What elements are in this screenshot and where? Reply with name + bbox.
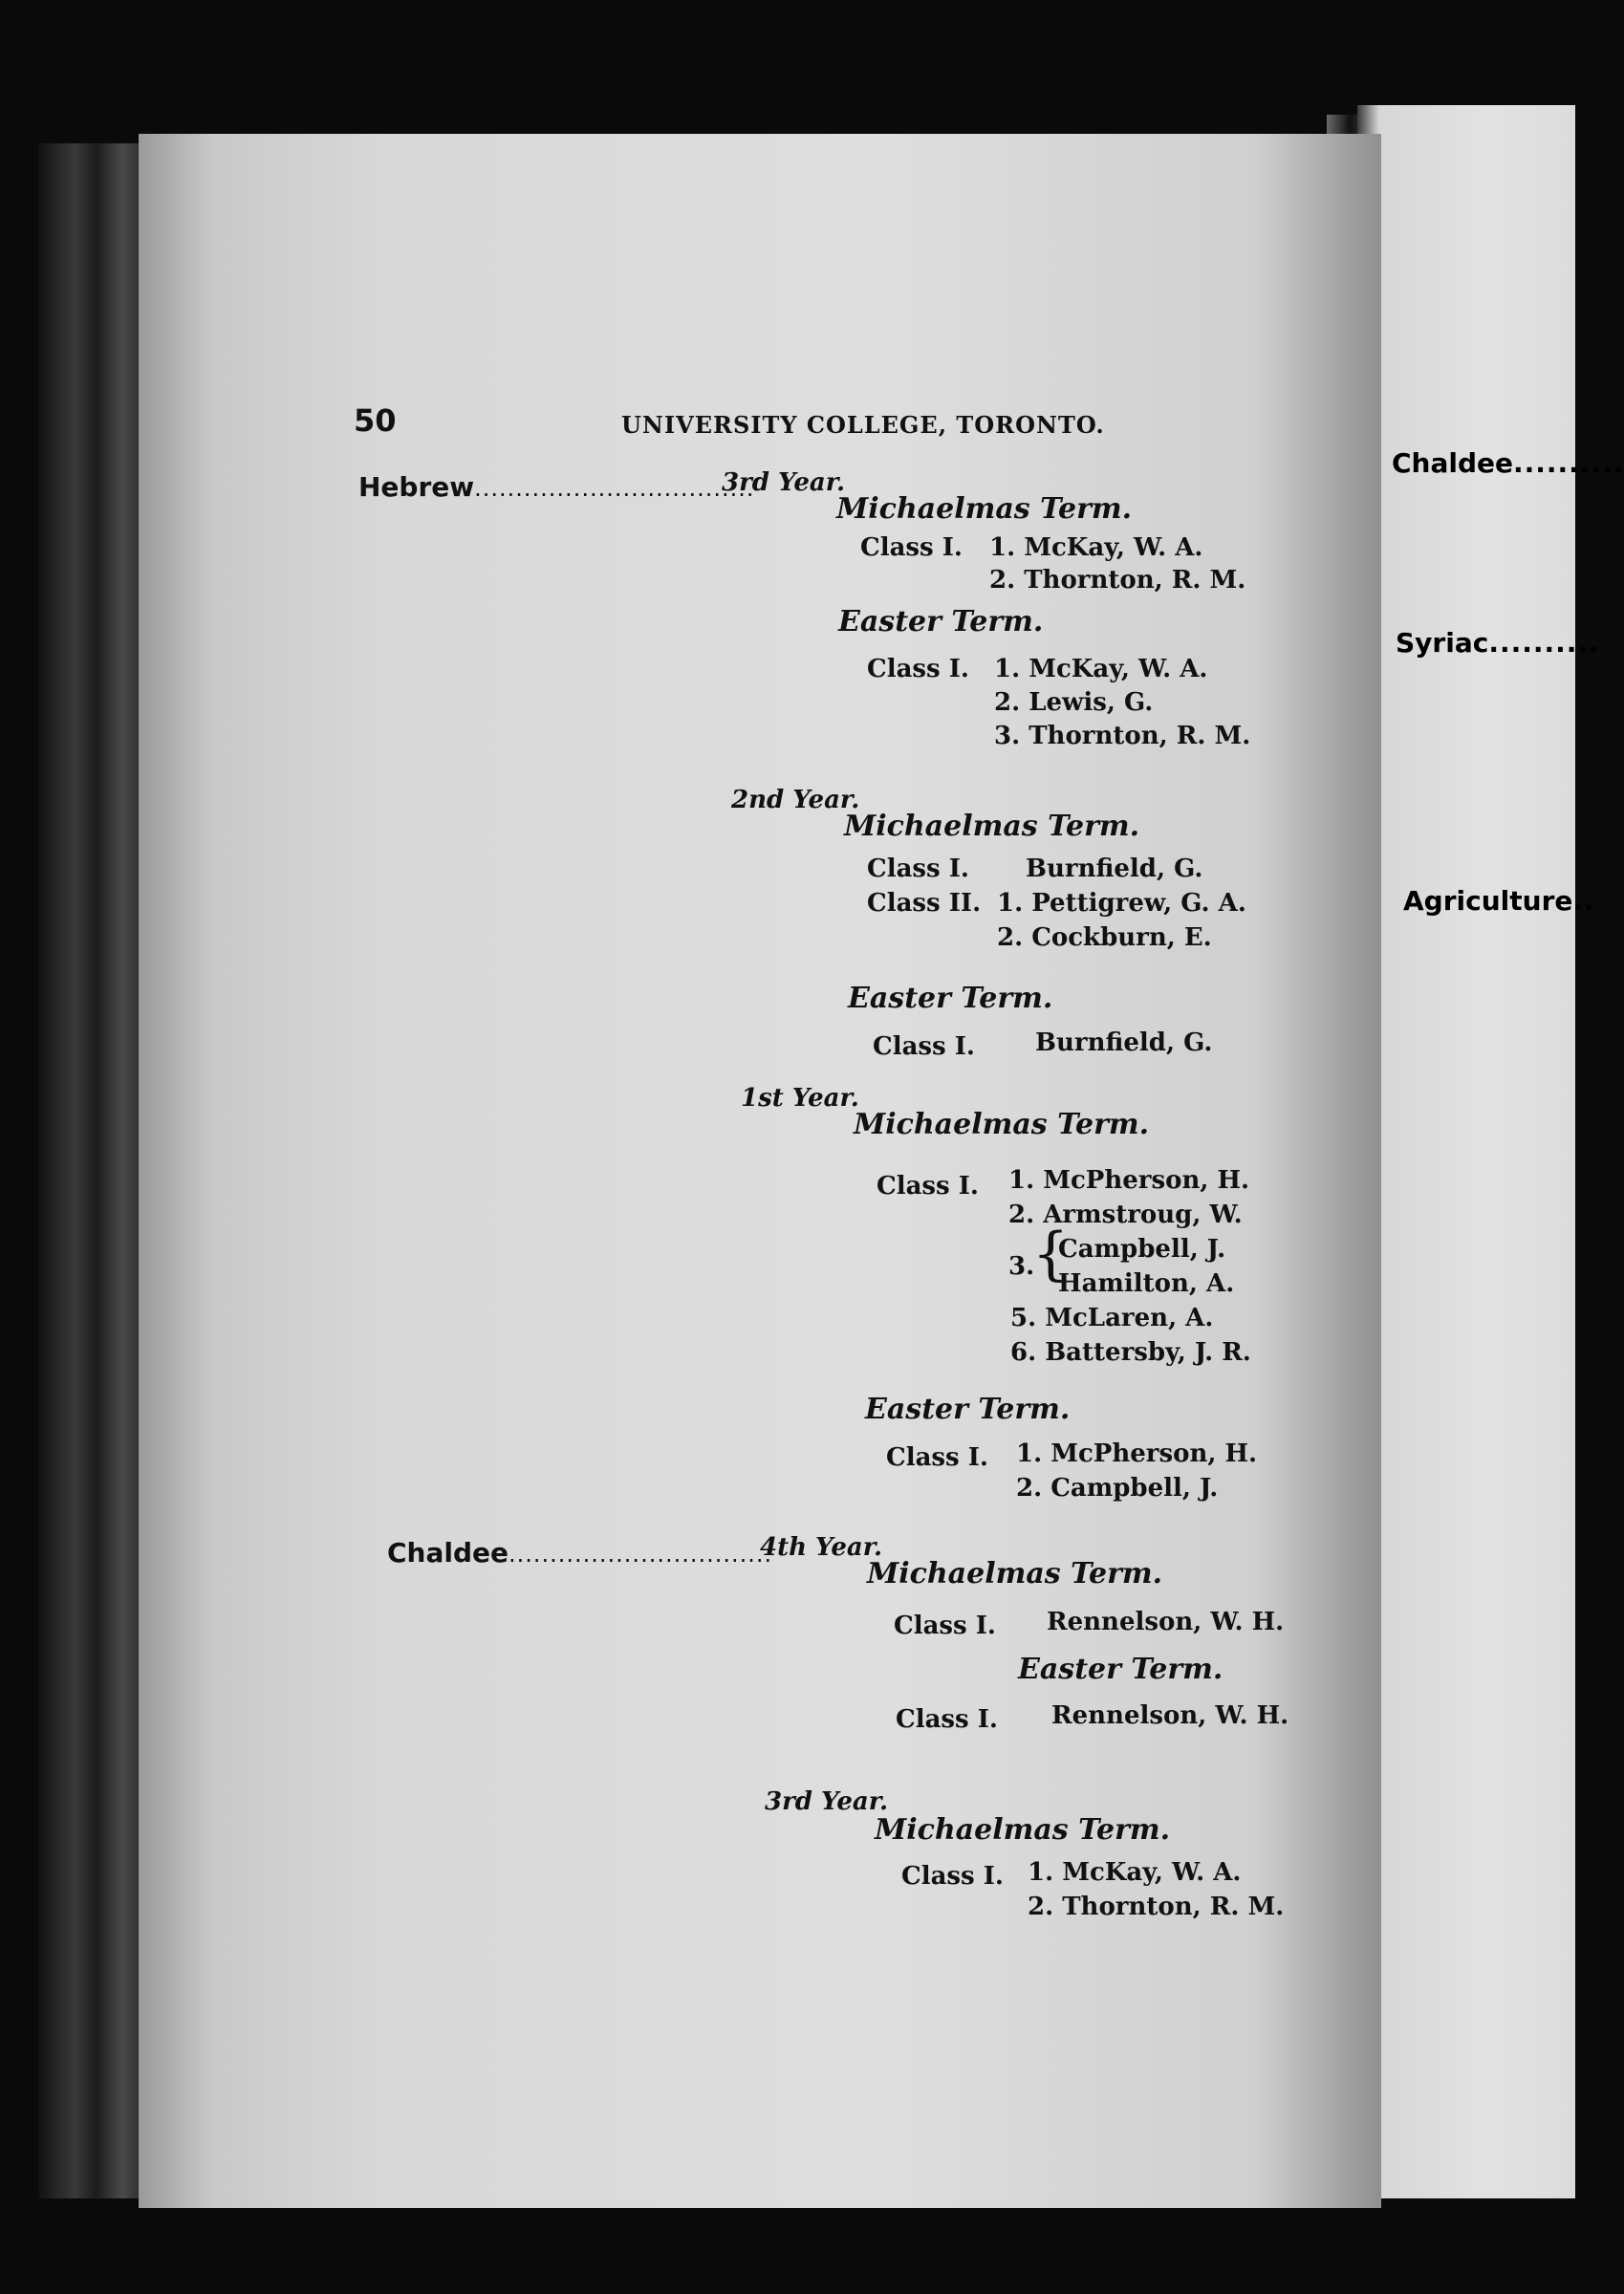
term-heading: Michaelmas Term. xyxy=(867,1557,1163,1591)
facing-subject-chaldee: Chaldee.......... xyxy=(1392,447,1624,479)
list-item: 1. McPherson, H. xyxy=(1016,1439,1258,1468)
term-heading: Michaelmas Term. xyxy=(836,492,1133,526)
year-label: 3rd Year. xyxy=(722,468,846,497)
brace-glyph: { xyxy=(1032,1221,1070,1288)
list-item: 2. Thornton, R. M. xyxy=(989,566,1246,595)
running-title: UNIVERSITY COLLEGE, TORONTO. xyxy=(621,411,1105,439)
list-item: Rennelson, W. H. xyxy=(1051,1701,1289,1730)
class-label: Class I. xyxy=(877,1172,979,1201)
list-item: 2. Campbell, J. xyxy=(1016,1474,1219,1503)
page-number: 50 xyxy=(354,402,397,439)
term-heading: Easter Term. xyxy=(865,1393,1071,1426)
term-heading: Michaelmas Term. xyxy=(844,810,1140,843)
list-item: 1. Pettigrew, G. A. xyxy=(997,889,1246,918)
list-item: 1. McKay, W. A. xyxy=(1028,1858,1242,1887)
list-item: 2. Thornton, R. M. xyxy=(1028,1893,1285,1921)
list-item: 1. McKay, W. A. xyxy=(994,655,1208,683)
list-item: Rennelson, W. H. xyxy=(1047,1608,1285,1636)
class-label: Class I. xyxy=(860,533,963,562)
list-item: 2. Cockburn, E. xyxy=(997,923,1212,952)
list-item: 1. McKay, W. A. xyxy=(989,533,1203,562)
year-label: 1st Year. xyxy=(741,1084,859,1113)
year-label: 3rd Year. xyxy=(765,1787,889,1816)
class-label: Class I. xyxy=(886,1443,988,1472)
list-item: 2. Armstroug, W. xyxy=(1008,1201,1243,1229)
year-label: 2nd Year. xyxy=(731,786,860,814)
term-heading: Easter Term. xyxy=(838,605,1044,638)
list-item: 1. McPherson, H. xyxy=(1008,1166,1250,1195)
term-heading: Easter Term. xyxy=(1018,1653,1223,1686)
class-label: Class I. xyxy=(896,1705,998,1734)
year-label: 4th Year. xyxy=(760,1533,883,1562)
class-label: Class I. xyxy=(867,655,969,683)
list-item: 6. Battersby, J. R. xyxy=(1010,1338,1251,1367)
list-item: 5. McLaren, A. xyxy=(1010,1304,1214,1332)
facing-page xyxy=(1357,105,1624,2198)
list-item: 2. Lewis, G. xyxy=(994,688,1154,717)
list-item: Burnfield, G. xyxy=(1035,1028,1213,1057)
facing-subject-agriculture: Agriculture.. xyxy=(1403,885,1595,917)
list-item: Campbell, J. xyxy=(1058,1235,1226,1264)
term-heading: Michaelmas Term. xyxy=(875,1813,1171,1847)
class-label: Class I. xyxy=(901,1862,1004,1891)
class-label: Class II. xyxy=(867,889,982,918)
list-item: 3. Thornton, R. M. xyxy=(994,722,1251,750)
list-item-number: 3. xyxy=(1008,1252,1035,1281)
class-label: Class I. xyxy=(894,1612,996,1640)
book-spine xyxy=(38,143,143,2198)
list-item: Burnfield, G. xyxy=(1026,855,1203,883)
facing-subject-syriac: Syriac.......... xyxy=(1396,627,1600,659)
document-page xyxy=(139,134,1381,2208)
term-heading: Michaelmas Term. xyxy=(854,1108,1150,1141)
class-label: Class I. xyxy=(867,855,969,883)
subject-chaldee: Chaldee................................ xyxy=(387,1537,773,1569)
list-item: Hamilton, A. xyxy=(1058,1269,1235,1298)
class-label: Class I. xyxy=(873,1032,975,1061)
term-heading: Easter Term. xyxy=(848,982,1053,1015)
subject-hebrew: Hebrew.................................. xyxy=(358,471,755,503)
